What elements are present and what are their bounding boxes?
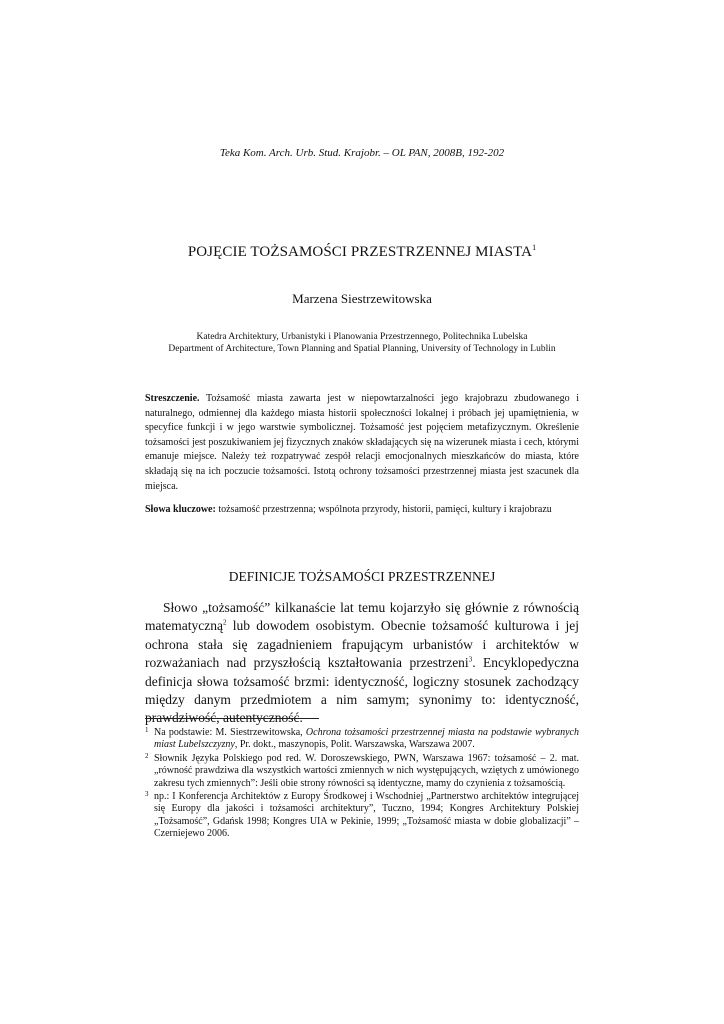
abstract-block [145,392,579,518]
keywords-label: Słowa kluczowe: [145,504,216,516]
footnote-italic-title: Ochrona tożsamości przestrzennej miasta na podstawie wybranych miast Lubelszczyzny [154,727,579,751]
footnote-number: 1 [145,726,149,734]
footnote-text: Na podstawie: M. Siestrzewitowska, [154,727,306,738]
footnote-3 [145,791,579,841]
paper-title-text: POJĘCIE TOŻSAMOŚCI PRZESTRZENNEJ MIASTA [187,244,533,260]
footnote-1 [145,727,579,752]
keywords-paragraph [145,503,579,518]
footnote-number: 3 [145,790,149,799]
footnote-number: 2 [145,751,149,760]
affiliation [0,331,724,355]
section-heading: DEFINICJE TOŻSAMOŚCI PRZESTRZENNEJ [228,569,496,584]
abstract-paragraph [145,392,579,494]
body-text-part-3: . Encyklopedyczna definicja słowa tożsamość brzmi: identyczność, logiczny stosunek zachodzący między danym przedmiotem a nim samym; synonimy to: identyczność, prawdziwość, autentyczność. [145,655,579,726]
paper-title [0,244,724,261]
footnotes [145,727,579,842]
footnote-text: Słownik Języka Polskiego pod red. W. Doroszewskiego, PWN, Warszawa 1967: tożsamość – 2. mat. „równość prawdziwa dla wszystkich wartości zmiennych w nich występujących, wziętych z umówionego zakresu tych zmiennych”: Jeśli obie strony równości są identyczne, mamy do czynienia z tożsamością. [154,752,579,789]
running-head: Teka Kom. Arch. Urb. Stud. Krajobr. – OL PAN, 2008B, 192-202 [219,147,505,159]
title-footnote-mark: 1 [532,243,537,252]
body-text-part-1: Słowo „tożsamość” kilkanaście lat temu kojarzyło się głównie z równością matematyczną [145,600,579,634]
body-text [145,599,579,728]
affiliation-english: Department of Architecture, Town Planning and Spatial Planning, University of Technology in Lublin [168,344,556,354]
abstract-text: Tożsamość miasta zawarta jest w niepowtarzalności jego krajobrazu zbudowanego i naturalnego, odmiennej dla każdego miasta historii społeczności lokalnej i próbach jej upamiętnienia, w specyfice funkcji i w jego warstwie symbolicznej. Tożsamość jest pojęciem metafizycznym. Określenie tożsamości jest poszukiwaniem jej fizycznych znaków składających się na wizerunek miasta i cech, którymi emanuje miejsce. Należy też rozpatrywać zespół relacji emocjonalnych mieszkańców do miasta, które składają się na ich poczucie tożsamości. Istotą ochrony tożsamości przestrzennej miasta jest szacunek dla miejsca. [145,393,579,492]
footnote-ref-2: 2 [222,618,227,627]
keywords-text: tożsamość przestrzenna; wspólnota przyrody, historii, pamięci, kultury i krajobrazu [215,504,552,516]
abstract-label: Streszczenie. [145,393,200,404]
affiliation-polish: Katedra Architektury, Urbanistyki i Planowania Przestrzennego, Politechnika Lubelska [196,332,528,342]
footnote-text-tail: , Pr. dokt., maszynopis, Polit. Warszawska, Warszawa 2007. [234,739,475,751]
author-name: Marzena Siestrzewitowska [292,291,432,306]
footnote-ref-3: 3 [468,655,473,664]
body-paragraph [145,599,579,728]
body-text-part-2: lub dowodem osobistym. Obecnie tożsamość kulturowa i jej ochrona stała się zagadnieniem frapującym urbanistów i architektów w rozważaniach nad przyszłością kształtowania przestrzeni [145,618,579,671]
footnote-2 [145,753,579,790]
footnote-text: np.: I Konferencja Architektów z Europy Środkowej i Wschodniej „Partnerstwo architektów integrującej się Europy dla jakości i tożsamości architektury”, Tuczno, 1994; Kongres Architektury Polskiej „Tożsamość”, Gdańsk 1998; Kongres UIA w Pekinie, 1999; „Tożsamość miasta w dobie globalizacji” – Czerniejewo 2006. [154,791,579,840]
footnote-divider [145,718,319,719]
